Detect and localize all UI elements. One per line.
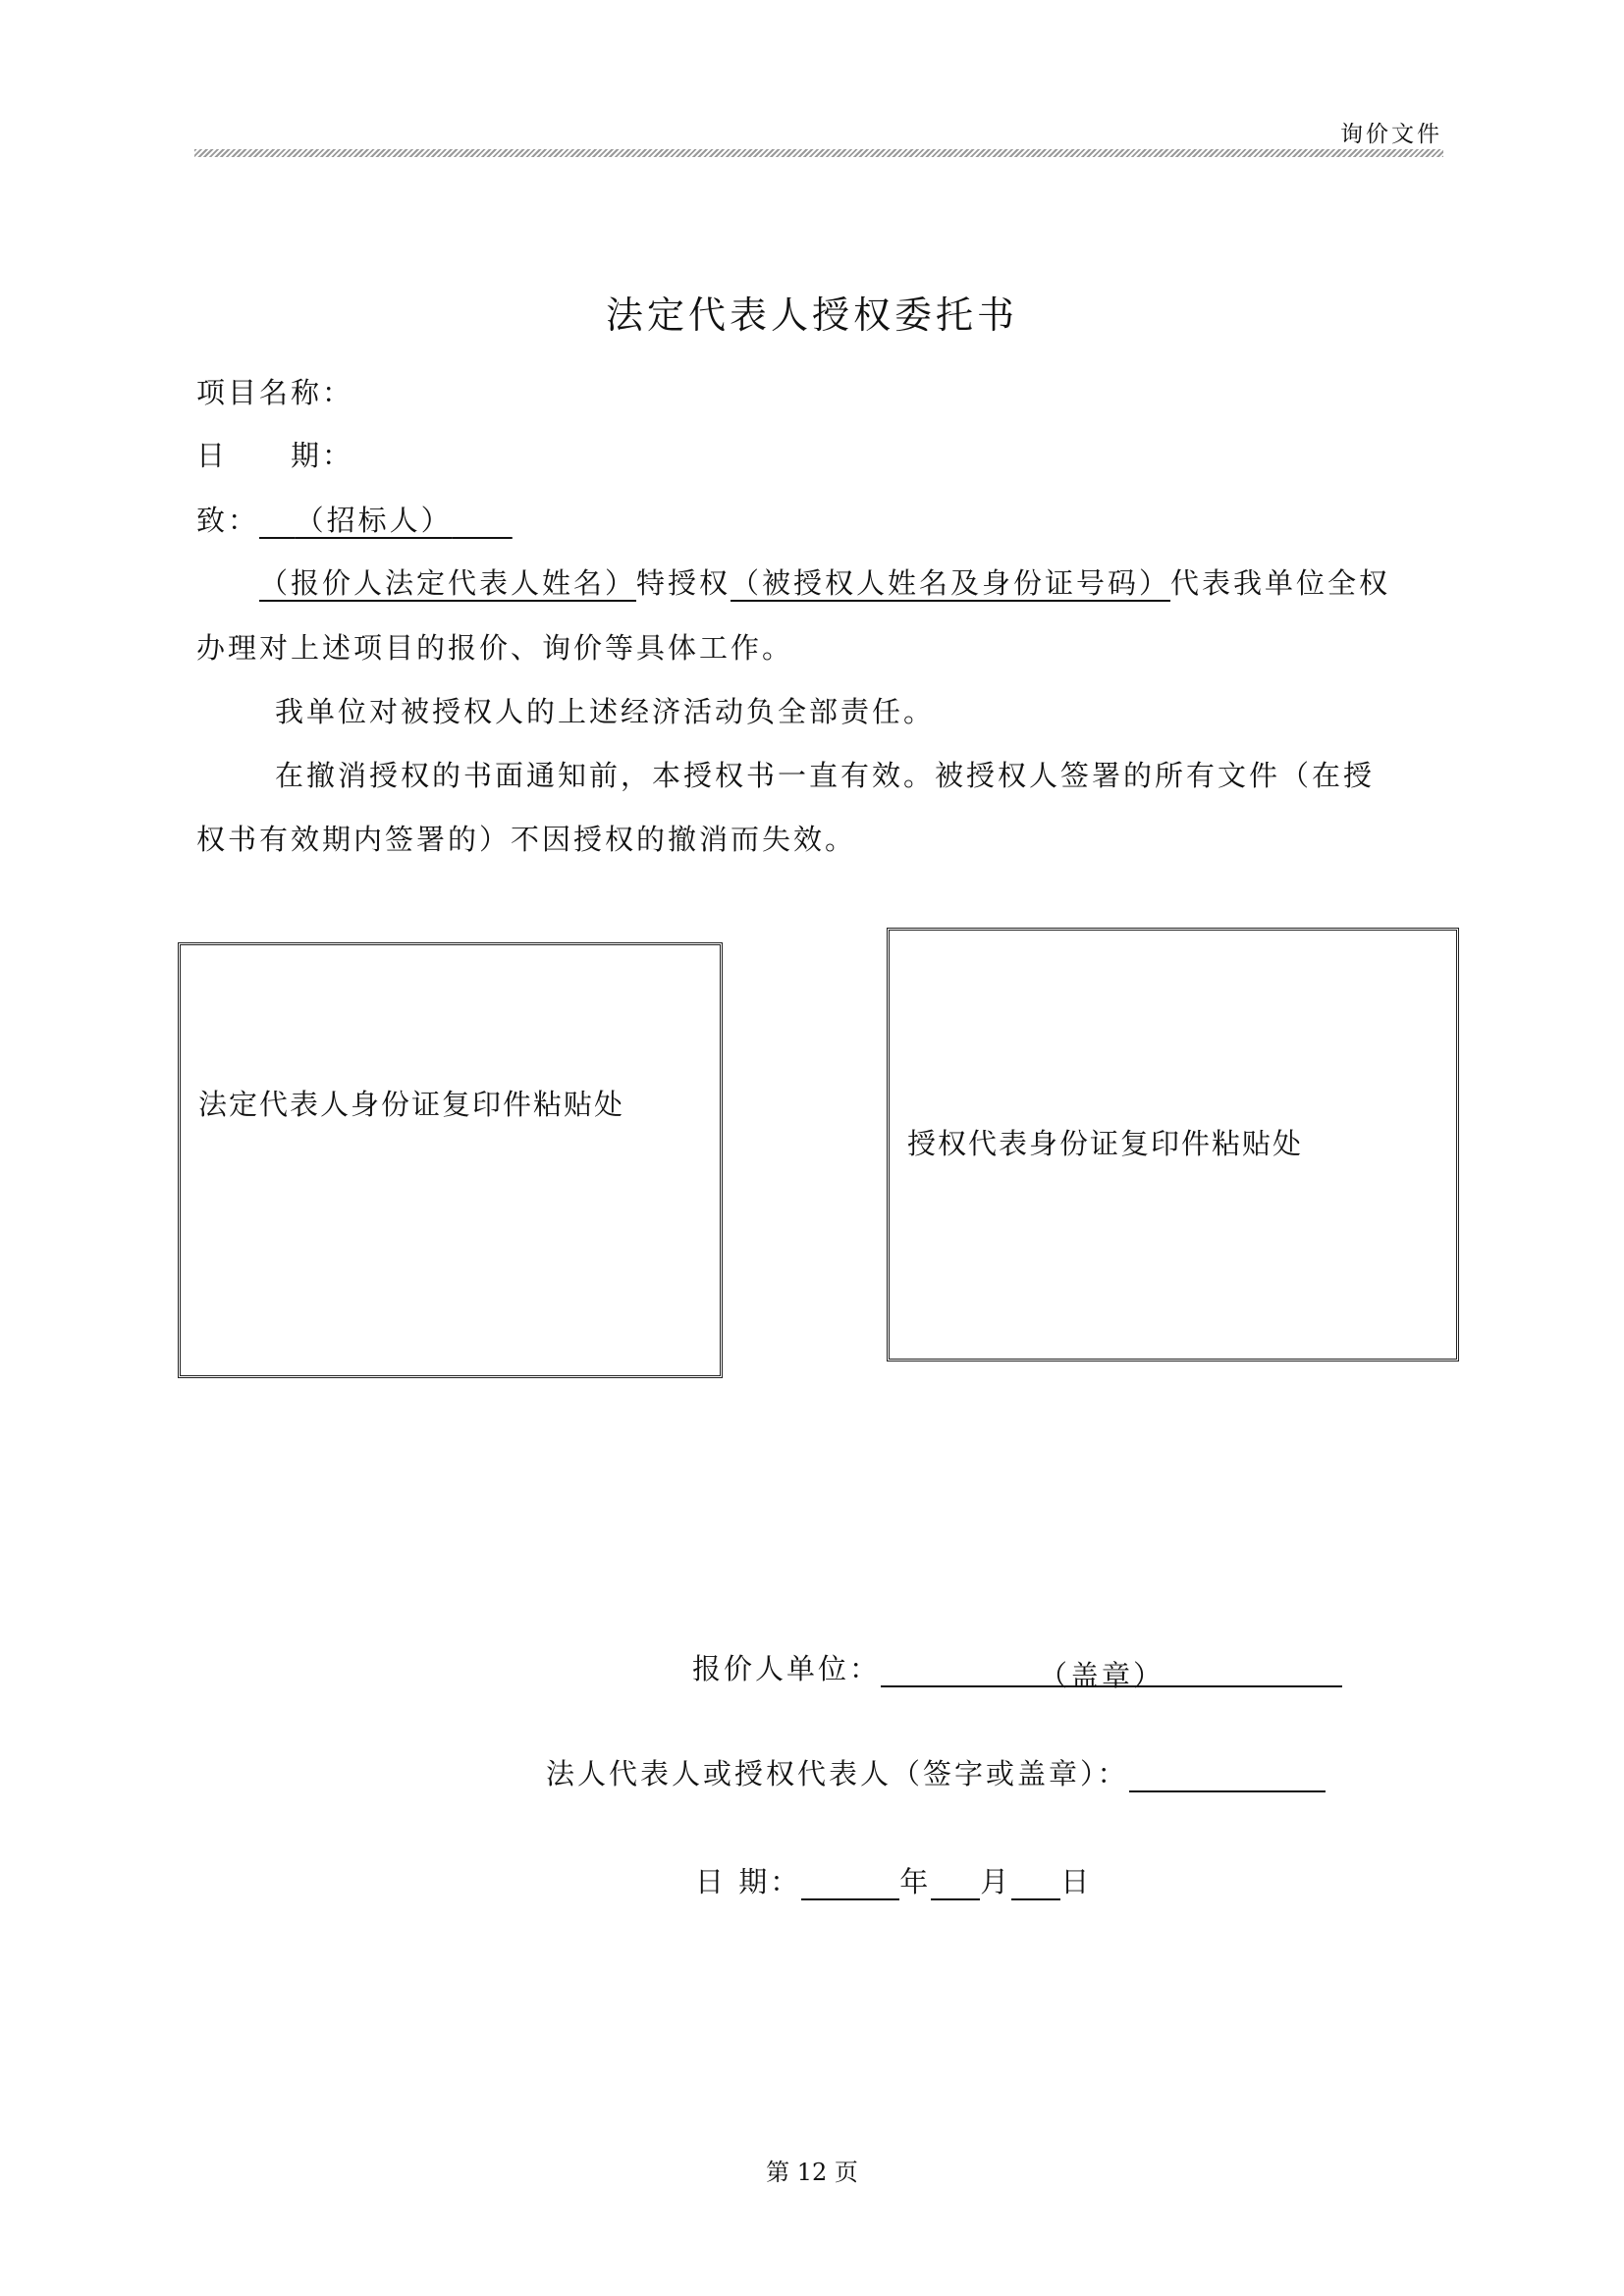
date-field bbox=[196, 434, 353, 474]
legal-rep-id-paste-box bbox=[178, 942, 723, 1378]
year-blank bbox=[801, 1867, 899, 1900]
representative-signature-blank bbox=[1129, 1759, 1326, 1792]
day-blank bbox=[1011, 1867, 1060, 1900]
bidder-unit-line bbox=[692, 1647, 1342, 1693]
addressee-label: 致： bbox=[196, 504, 260, 537]
representative-signature-label: 法人代表人或授权代表人（签字或盖章）： bbox=[546, 1757, 1129, 1790]
signature-date-label: 日 期： bbox=[695, 1865, 802, 1898]
document-title: 法定代表人授权委托书 bbox=[605, 294, 1018, 337]
year-label: 年 bbox=[899, 1865, 932, 1898]
agent-name-id-placeholder: （被授权人姓名及身份证号码） bbox=[731, 566, 1171, 600]
header-label: 询价文件 bbox=[1340, 122, 1442, 147]
agent-id-paste-label: 授权代表身份证复印件粘贴处 bbox=[907, 1127, 1304, 1160]
legal-rep-name-placeholder: （报价人法定代表人姓名） bbox=[259, 566, 637, 600]
authorization-scope: 代表我单位全权 bbox=[1170, 566, 1391, 600]
addressee-field bbox=[196, 499, 513, 539]
date-label-char-1: 日 bbox=[196, 439, 229, 472]
date-label-char-2: 期： bbox=[291, 439, 354, 472]
authorization-paragraph-line-1 bbox=[259, 561, 1390, 602]
legal-rep-id-paste-label: 法定代表人身份证复印件粘贴处 bbox=[198, 1088, 625, 1121]
bidder-unit-label: 报价人单位： bbox=[692, 1652, 882, 1685]
authorization-verb: 特授权 bbox=[636, 566, 731, 600]
month-blank bbox=[931, 1867, 980, 1900]
bidder-seal-note: （盖章） bbox=[1039, 1659, 1165, 1693]
addressee-value: （招标人） bbox=[295, 504, 453, 537]
bidder-unit-blank bbox=[881, 1654, 1342, 1693]
validity-paragraph-line-2: 权书有效期内签署的）不因授权的撤消而失效。 bbox=[196, 823, 857, 856]
project-name-field bbox=[196, 371, 353, 411]
responsibility-paragraph: 我单位对被授权人的上述经济活动负全部责任。 bbox=[275, 695, 936, 728]
page-number: 第 12 页 bbox=[766, 2159, 858, 2186]
signature-date-line bbox=[695, 1860, 1092, 1900]
validity-paragraph-line-1: 在撤消授权的书面通知前，本授权书一直有效。被授权人签署的所有文件（在授 bbox=[275, 759, 1376, 792]
representative-signature-line bbox=[546, 1752, 1326, 1792]
day-label: 日 bbox=[1060, 1865, 1093, 1898]
month-label: 月 bbox=[980, 1865, 1012, 1898]
project-name-label: 项目名称： bbox=[196, 376, 354, 409]
header-divider bbox=[194, 149, 1443, 157]
authorization-paragraph-line-2: 办理对上述项目的报价、询价等具体工作。 bbox=[196, 631, 794, 665]
agent-id-paste-box bbox=[887, 928, 1459, 1362]
